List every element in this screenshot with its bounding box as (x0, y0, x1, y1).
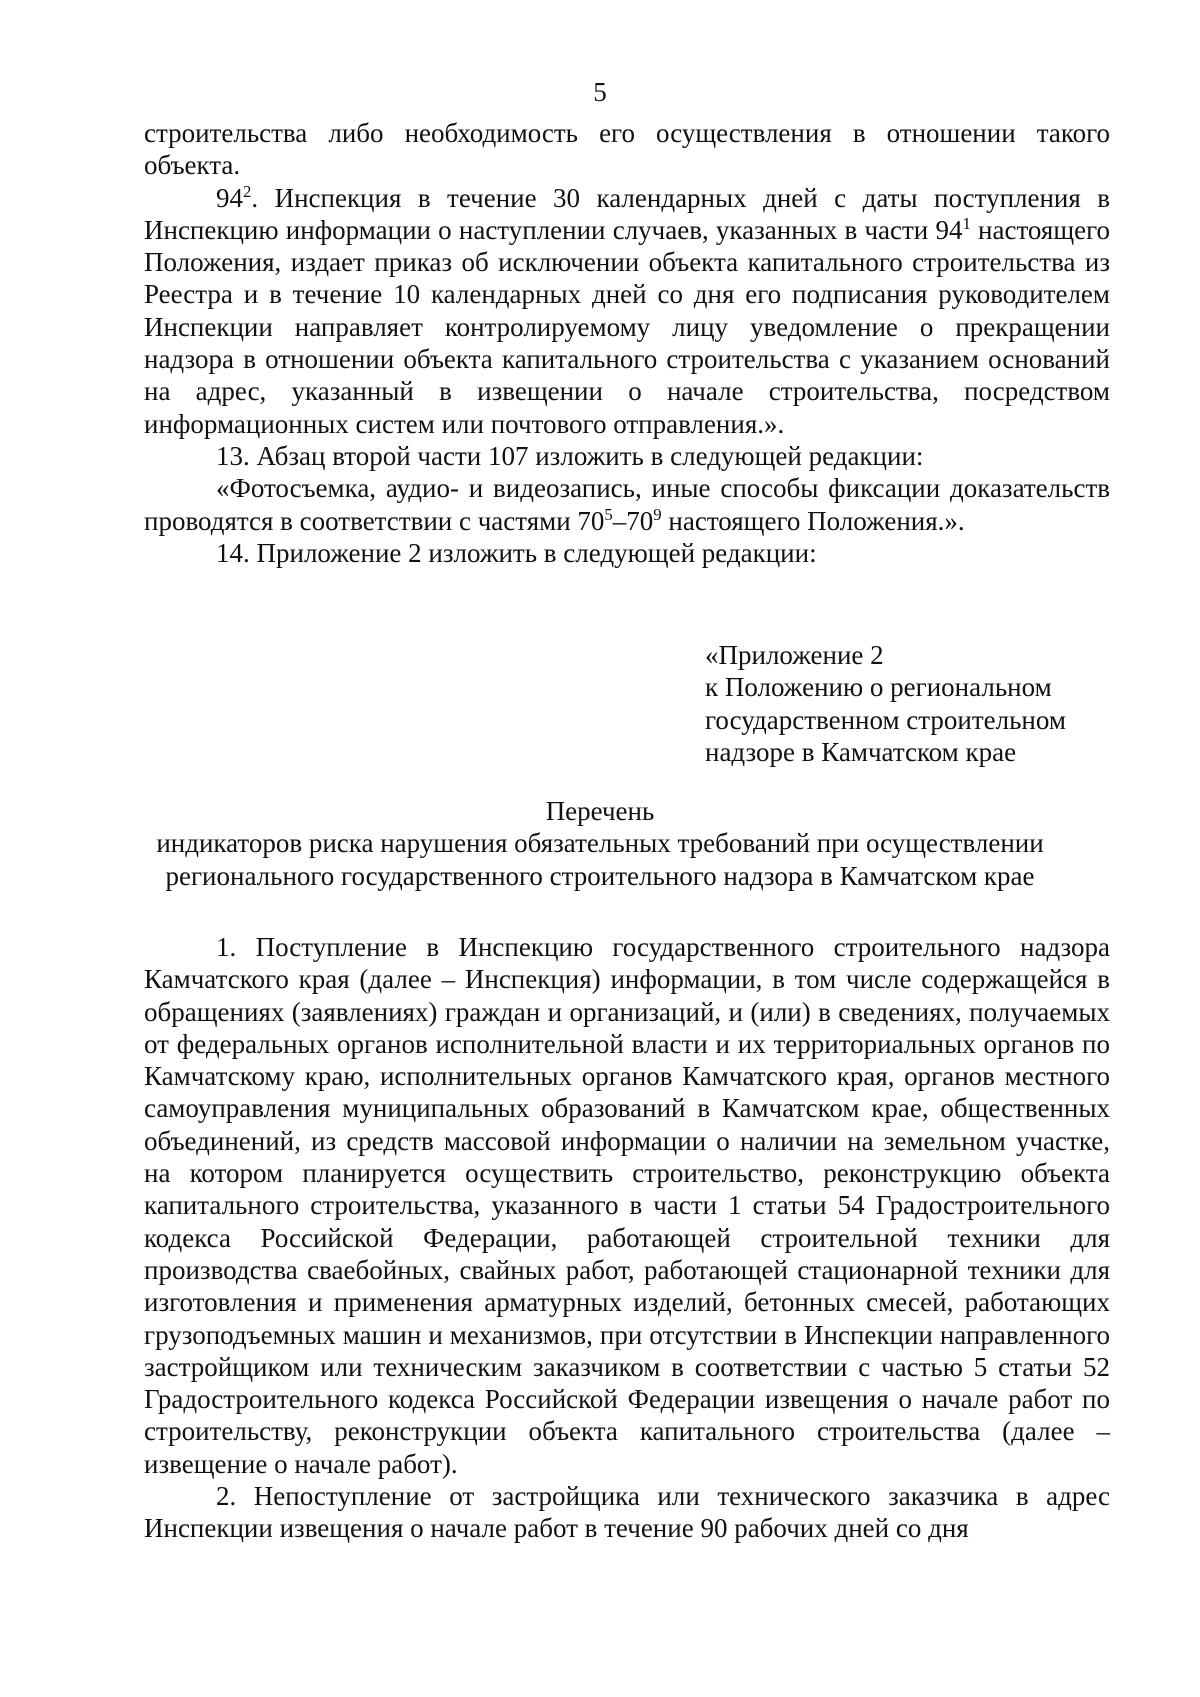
paragraph-13: 13. Абзац второй части 107 изложить в следующей редакции: (216, 440, 924, 471)
paragraph-text: –70 (612, 505, 654, 536)
list-item: 1. Поступление в Инспекцию государственного строительного надзора Камчатского края (далее – Инспекция) информации, в том числе содержащейся в обращениях (заявлениях) граждан и организаций, и (или) в сведениях, получаемых от федеральных органов исполнительной власти и их территориальных органов по Камчатскому краю, исполнительных органов Камчатского края, органов местного самоуправления муниципальных образований в Камчатском крае, общественных объединений, из средств массовой информации о наличии на земельном участке, на котором планируется осуществить строительство, реконструкцию объекта капитального строительства, указанного в части 1 статьи 54 Градостроительного кодекса Российской Федерации, работающей строительной техники для производства сваебойных, свайных работ, работающей стационарной техники для изготовления и применения арматурных изделий, бетонных смесей, работающих грузоподъемных машин и механизмов, при отсутствии в Инспекции направленного застройщиком или техническим заказчиком в соответствии с частью 5 статьи 52 Градостроительного кодекса Российской Федерации извещения о начале работ по строительству, реконструкции объекта капитального строительства (далее – извещение о начале работ). (144, 932, 1110, 1479)
paragraph-text: настоящего Положения.». (661, 505, 965, 536)
appendix-line: «Приложение 2 (705, 640, 884, 670)
superscript: 5 (604, 504, 613, 524)
list-item: 2. Непоступление от застройщика или технического заказчика в адрес Инспекции извещения о начале работ в течение 90 рабочих дней со дня (144, 1481, 1110, 1544)
heading-subtitle-line: индикаторов риска нарушения обязательных требований при осуществлении (156, 828, 1044, 859)
superscript: 2 (243, 181, 252, 201)
paragraph-14: 14. Приложение 2 изложить в следующей редакции: (216, 537, 817, 568)
heading-subtitle-line: регионального государственного строительного надзора в Камчатском крае (165, 860, 1035, 891)
appendix-line: к Положению о региональном (705, 672, 1052, 703)
appendix-reference-block (705, 639, 1125, 768)
appendix-line: государственном строительном (705, 704, 1066, 735)
paragraph-continuation: строительства либо необходимость его осуществления в отношении такого объекта. (144, 118, 1110, 181)
heading-title: Перечень (545, 796, 655, 826)
paragraph-13-quote (144, 472, 1110, 537)
list-heading (0, 795, 1200, 892)
indicator-list (144, 931, 1110, 1545)
paragraph-number: 94 (216, 182, 243, 213)
superscript: 9 (653, 504, 662, 524)
paragraph-94-2 (144, 182, 1110, 440)
paragraph-text: . Инспекция в течение 30 календарных дней с даты поступления в Инспекцию информации о наступлении случаев, указанных в части 94 (144, 182, 1110, 245)
document-body (144, 117, 1110, 569)
paragraph-text: «Фотосъемка, аудио- и видеозапись, иные способы фиксации доказательств проводятся в соответствии с частями 70 (144, 473, 1110, 536)
appendix-line: надзоре в Камчатском крае (705, 736, 1017, 767)
paragraph-text: настоящего Положения, издает приказ об исключении объекта капитального строительства из Реестра и в течение 10 календарных дней со дня его подписания руководителем Инспекции направляет контролируемому лицу уведомление о прекращении надзора в отношении объекта капитального строительства с указанием оснований на адрес, указанный в извещении о начале строительства, посредством информационных систем или почтового отправления.». (144, 214, 1110, 439)
page-number: 5 (593, 77, 607, 107)
superscript: 1 (962, 213, 971, 233)
